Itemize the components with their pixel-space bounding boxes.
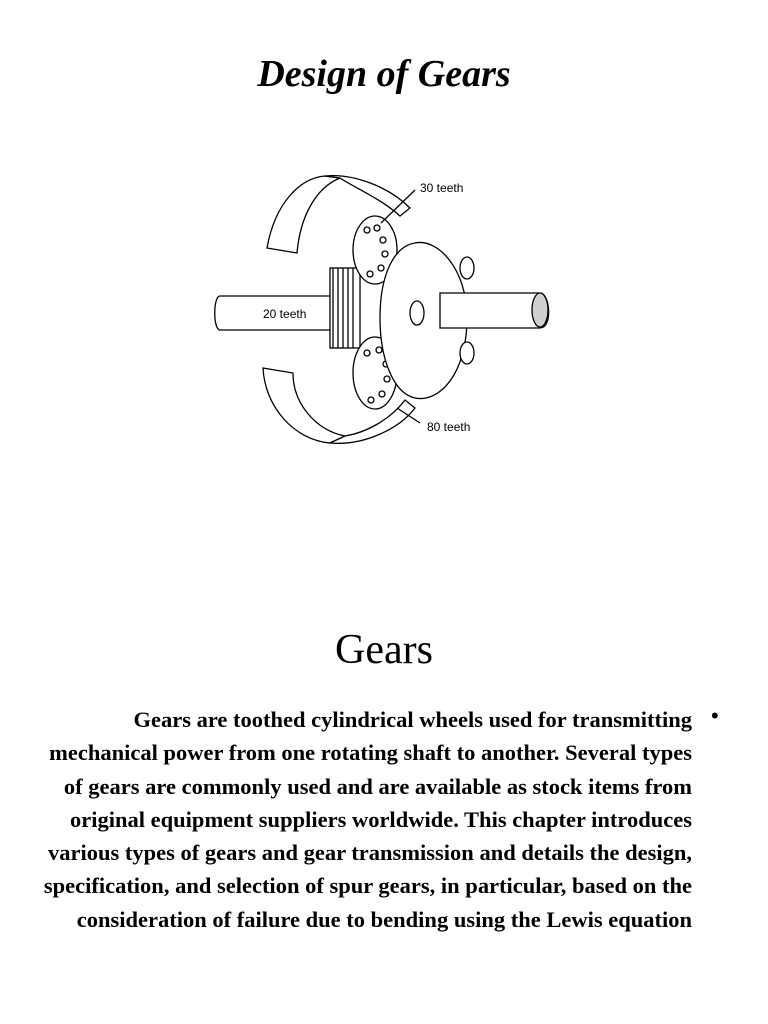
label-20-teeth: 20 teeth <box>263 307 307 321</box>
ring-gear-upper <box>267 176 340 253</box>
section-title: Gears <box>335 627 433 673</box>
bullet-marker: • <box>711 703 719 728</box>
ring-gear-lower <box>263 368 345 443</box>
label-30-teeth: 30 teeth <box>420 181 464 195</box>
gear-diagram-svg <box>205 168 565 453</box>
planetary-gear-illustration <box>205 168 565 453</box>
sun-gear <box>330 268 360 348</box>
slide-title: Design of Gears <box>257 53 511 95</box>
label-80-teeth: 80 teeth <box>427 420 471 434</box>
body-paragraph: Gears are toothed cylindrical wheels used for transmitting mechanical power from one rotating shaft to another. Several types of gears are commonly used and are available as stock items from original equipment suppliers worldwide. This chapter introduces various types of gears and gear transmission and details the design, specification, and selection of spur gears, in particular, based on the consideration of failure due to bending using the Lewis equation <box>43 707 692 932</box>
